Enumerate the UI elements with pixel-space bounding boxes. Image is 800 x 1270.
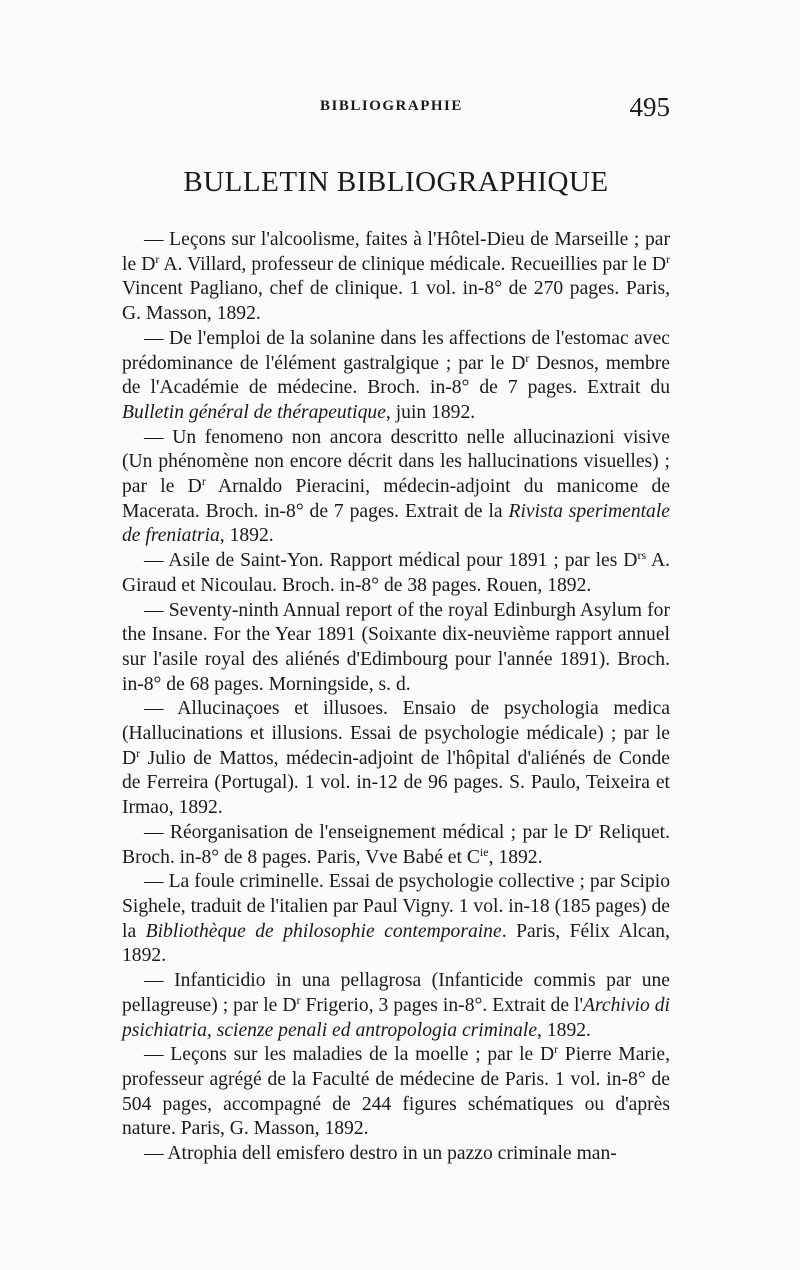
page-number: 495 — [629, 92, 670, 122]
bibliography-entry: — De l'emploi de la solanine dans les affections de l'estomac avec prédominance de l'élément gastralgique ; par le $D^r$ Desnos, membre de l'Académie de médecine. Broch. in-8° de 7 pages. Extrait du Bulletin général de thérapeutique, juin 1892. — [122, 327, 670, 423]
bibliography-entry: — La foule criminelle. Essai de psychologie collective ; par Scipio Sighele, traduit de l'italien par Paul Vigny. 1 vol. in-18 (185 pages) de la Bibliothèque de philosophie contemporaine. Paris, Félix Alcan, 1892. — [122, 871, 671, 967]
bibliography-entry: — Leçons sur les maladies de la moelle ; par le $D^r$ Pierre Marie, professeur agrégé de la Faculté de médecine de Paris. 1 vol. in-8° de 504 pages, accompagné de 244 figures schématiques ou d'après nature. Paris, G. Masson, 1892. — [122, 1042, 670, 1140]
bibliography-entry: — Infanticidio in una pellagrosa (Infanticide commis par une pellagreuse) ; par le $D^r$ Frigerio, 3 pages in-8°. Extrait de l'Archivio di psichiatria, scienze penali ed antropologia criminale, 1892. — [122, 970, 670, 1041]
page-title: BULLETIN BIBLIOGRAPHIQUE — [183, 166, 609, 198]
bibliography-entry: — Un fenomeno non ancora descritto nelle allucinazioni visive (Un phénomène non encore décrit dans les hallucinations visuelles) ; par le $D^r$ Arnaldo Pieracini, médecin-adjoint du manicome de Macerata. Broch. in-8° de 7 pages. Extrait de la Rivista sperimentale de freniatria, 1892. — [122, 426, 671, 547]
bibliography-entry: — Réorganisation de l'enseignement médical ; par le $D^r$ Reliquet. Broch. in-8° de 8 pages. Paris, Vve Babé et $C^{ie}$, 1892. — [122, 819, 670, 868]
bibliography-entry: — Allucinaçoes et illusoes. Ensaio de psychologia medica (Hallucinations et illusions. Essai de psychologie médicale) ; par le $D^r$ Julio de Mattos, médecin-adjoint de l'hôpital d'aliénés de Conde de Ferreira (Portugal). 1 vol. in-12 de 96 pages. S. Paulo, Teixeira et Irmao, 1892. — [122, 698, 670, 819]
bibliography-list — [122, 228, 670, 1167]
bibliography-entry: — Atrophia dell emisfero destro in un pazzo criminale man- — [144, 1143, 617, 1165]
bibliography-entry: — Seventy-ninth Annual report of the royal Edinburgh Asylum for the Insane. For the Year 1891 (Soixante dix-neuvième rapport annuel sur l'asile royal des aliénés d'Edimbourg pour l'année 1891). Broch. in-8° de 68 pages. Morningside, s. d. — [122, 599, 670, 695]
bibliography-entry: — Leçons sur l'alcoolisme, faites à l'Hôtel-Dieu de Marseille ; par le $D^r$ A. Villard, professeur de clinique médicale. Recueillies par le $D^r$ Vincent Pagliano, chef de clinique. 1 vol. in-8° de 270 pages. Paris, G. Masson, 1892. — [122, 229, 670, 325]
running-head-title: BIBLIOGRAPHIE — [320, 98, 463, 114]
bibliography-entry: — Asile de Saint-Yon. Rapport médical pour 1891 ; par les $D^{rs}$ A. Giraud et Nicoulau. Broch. in-8° de 38 pages. Rouen, 1892. — [122, 548, 670, 596]
running-head — [122, 92, 670, 124]
